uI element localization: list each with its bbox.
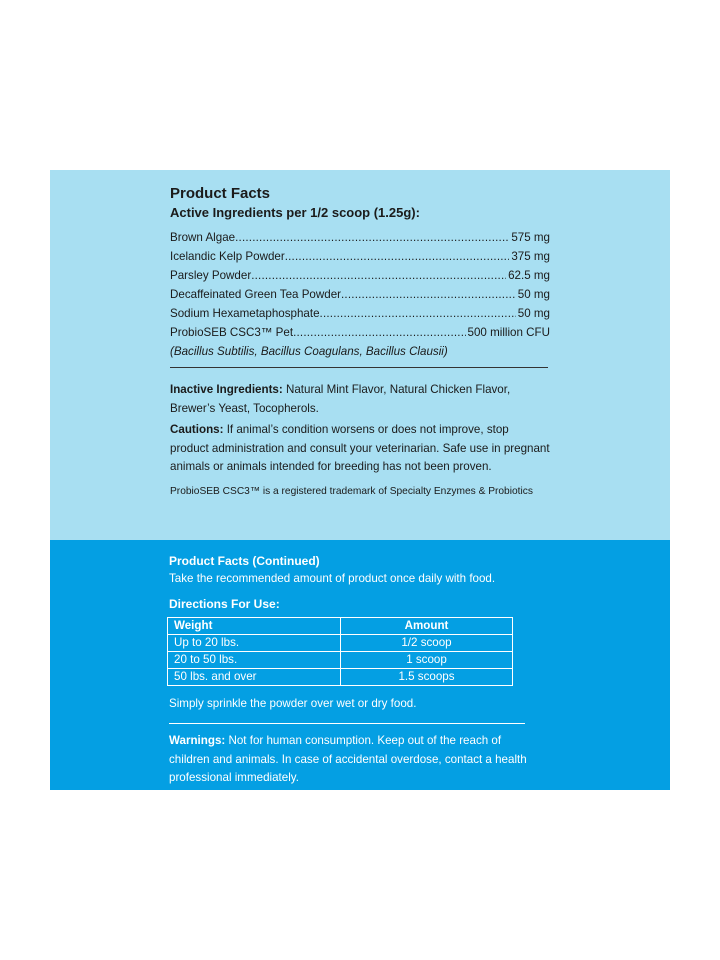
ingredient-amount: 50 mg [517, 307, 550, 320]
weight-cell: 50 lbs. and over [168, 668, 341, 685]
ingredient-name: Decaffeinated Green Tea Powder [170, 288, 342, 301]
amount-cell: 1/2 scoop [341, 634, 513, 651]
ingredient-amount: 50 mg [517, 288, 550, 301]
warnings-text: Not for human consumption. Keep out of the reach of children and animals. In case of accidental overdose, contact a health professional immediately. [169, 734, 527, 784]
active-ingredients-heading: Active Ingredients per 1/2 scoop (1.25g): [170, 205, 420, 220]
trademark-note: ProbioSEB CSC3™ is a registered trademark of Specialty Enzymes & Probiotics [170, 485, 533, 497]
weight-header: Weight [168, 617, 341, 634]
ingredient-amount: 375 mg [511, 250, 550, 263]
ingredient-row [170, 228, 550, 247]
dot-leader [293, 323, 465, 342]
inactive-ingredients [170, 381, 550, 418]
product-facts-title: Product Facts [170, 185, 271, 202]
weight-cell: Up to 20 lbs. [168, 634, 341, 651]
continued-title: Product Facts (Continued) [169, 554, 320, 568]
table-row [168, 668, 513, 685]
table-header-row [168, 617, 513, 634]
warnings [169, 732, 529, 788]
warnings-label: Warnings: [169, 734, 226, 747]
divider [169, 723, 525, 724]
divider [170, 367, 548, 368]
ingredient-row [170, 285, 550, 304]
dot-leader [235, 228, 509, 247]
amount-cell: 1 scoop [341, 651, 513, 668]
weight-cell: 20 to 50 lbs. [168, 651, 341, 668]
amount-header: Amount [341, 617, 513, 634]
dot-leader [285, 247, 510, 266]
ingredient-name: Icelandic Kelp Powder [170, 250, 285, 263]
cautions-label: Cautions: [170, 423, 224, 436]
divider-wrap [170, 361, 550, 381]
cautions-text: If animal’s condition worsens or does not improve, stop product administration and consult your veterinarian. Safe use in pregnant animals or animals intended for breeding has not been proven. [170, 423, 550, 473]
dot-leader [251, 266, 506, 285]
dot-leader [341, 285, 516, 304]
directions-heading: Directions For Use: [169, 596, 280, 611]
ingredient-name: ProbioSEB CSC3™ Pet [170, 326, 294, 339]
cautions [170, 421, 550, 477]
directions-table [167, 617, 513, 686]
ingredient-name: Sodium Hexametaphosphate [170, 307, 320, 320]
table-row [168, 651, 513, 668]
continued-content [169, 552, 529, 788]
strains-note: (Bacillus Subtilis, Bacillus Coagulans, Bacillus Clausii) [170, 345, 448, 358]
sprinkle-text: Simply sprinkle the powder over wet or dry food. [169, 696, 417, 710]
ingredient-amount: 62.5 mg [508, 269, 550, 282]
ingredient-row [170, 304, 550, 323]
ingredient-amount: 500 million CFU [467, 326, 550, 339]
inactive-text: Natural Mint Flavor, Natural Chicken Flavor, Brewer’s Yeast, Tocopherols. [170, 383, 511, 415]
product-facts-content [170, 184, 550, 501]
product-facts-panel [50, 170, 670, 540]
ingredient-name: Brown Algae [170, 231, 236, 244]
ingredient-row [170, 266, 550, 285]
ingredient-name: Parsley Powder [170, 269, 252, 282]
dot-leader [320, 304, 516, 323]
ingredient-amount: 575 mg [511, 231, 550, 244]
intro-text: Take the recommended amount of product once daily with food. [169, 572, 496, 585]
product-facts-continued-panel [50, 540, 670, 790]
inactive-label: Inactive Ingredients: [170, 383, 283, 396]
ingredient-row [170, 247, 550, 266]
amount-cell: 1.5 scoops [341, 668, 513, 685]
ingredient-row [170, 323, 550, 342]
table-row [168, 634, 513, 651]
